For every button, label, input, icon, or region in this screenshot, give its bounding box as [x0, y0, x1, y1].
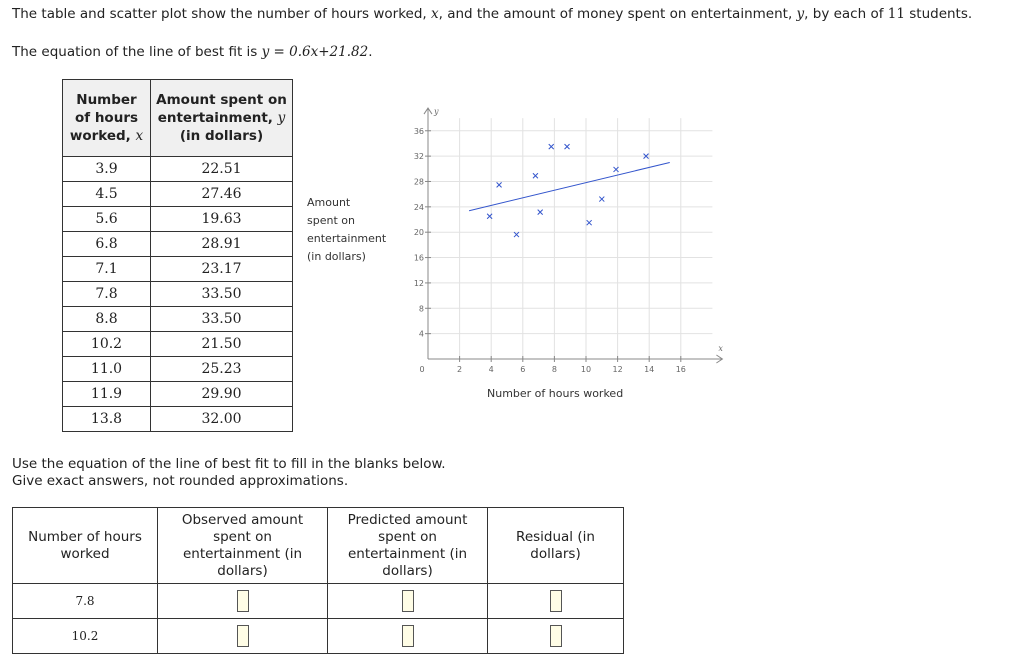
x-tick-label: 12	[612, 365, 623, 374]
instructions: Use the equation of the line of best fit to fill in the blanks below. Give exact answers, not rounded approximations.	[12, 456, 446, 489]
data-point	[587, 220, 592, 225]
hours-cell: 7.8	[63, 282, 151, 307]
answer-header-hours: Number of hours worked	[13, 508, 158, 584]
amount-cell: 32.00	[151, 407, 293, 432]
hours-cell: 5.6	[63, 207, 151, 232]
data-table	[62, 79, 293, 432]
y-axis-label: Amount spent on entertainment (in dollars)	[307, 196, 387, 263]
x-tick-label: 2	[457, 365, 463, 374]
data-point	[514, 232, 519, 237]
data-point	[565, 144, 570, 149]
data-point	[497, 182, 502, 187]
amount-cell: 28.91	[151, 232, 293, 257]
amount-cell: 27.46	[151, 182, 293, 207]
answer-table	[12, 507, 624, 654]
x-tick-label: 14	[644, 365, 655, 374]
table-row	[63, 407, 293, 432]
answer-header-residual: Residual (in dollars)	[488, 508, 624, 584]
table-row	[63, 332, 293, 357]
y-tick-label: 8	[418, 304, 424, 314]
table-row	[63, 207, 293, 232]
table-row	[63, 157, 293, 182]
amount-cell: 19.63	[151, 207, 293, 232]
y-tick-label: 24	[413, 202, 424, 212]
residual-blank-input[interactable]	[550, 590, 562, 612]
amount-cell: 22.51	[151, 157, 293, 182]
hours-cell: 4.5	[63, 182, 151, 207]
x-tick-label: 8	[551, 365, 557, 374]
x-tick-label: 10	[580, 365, 592, 374]
table-row	[63, 282, 293, 307]
data-point	[538, 210, 543, 215]
observed-blank-input[interactable]	[237, 590, 249, 612]
header-amount: Amount spent on entertainment, y (in dollars)	[151, 80, 293, 157]
answer-hours-cell: 10.2	[13, 619, 158, 654]
table-row	[63, 182, 293, 207]
table-row	[63, 257, 293, 282]
data-point	[533, 173, 538, 178]
y-tick-label: 32	[413, 152, 424, 162]
data-point	[599, 197, 604, 202]
predicted-blank-input[interactable]	[402, 625, 414, 647]
answer-header-predicted: Predicted amount spent on entertainment (in dollars)	[328, 508, 488, 584]
data-point	[549, 144, 554, 149]
hours-cell: 11.9	[63, 382, 151, 407]
amount-cell: 33.50	[151, 307, 293, 332]
x-tick-label: 6	[520, 365, 526, 374]
amount-cell: 23.17	[151, 257, 293, 282]
x-tick-label: 16	[675, 365, 686, 374]
observed-blank-input[interactable]	[237, 625, 249, 647]
amount-cell: 21.50	[151, 332, 293, 357]
best-fit-equation: The equation of the line of best fit is y = 0.6x+21.82.	[12, 44, 373, 60]
hours-cell: 10.2	[63, 332, 151, 357]
header-hours: Number of hours worked, x	[63, 80, 151, 157]
table-row	[63, 357, 293, 382]
x-axis-label: Number of hours worked	[487, 387, 624, 400]
answer-header-observed: Observed amount spent on entertainment (in dollars)	[158, 508, 328, 584]
hours-cell: 6.8	[63, 232, 151, 257]
origin-label: 0	[419, 365, 425, 374]
hours-cell: 11.0	[63, 357, 151, 382]
hours-cell: 3.9	[63, 157, 151, 182]
hours-cell: 8.8	[63, 307, 151, 332]
y-tick-label: 4	[418, 329, 424, 339]
answer-row	[13, 584, 624, 619]
table-row	[63, 232, 293, 257]
y-tick-label: 16	[413, 253, 424, 263]
y-tick-label: 12	[413, 278, 424, 288]
answer-hours-cell: 7.8	[13, 584, 158, 619]
best-fit-line	[469, 162, 670, 210]
y-tick-label: 20	[413, 228, 424, 238]
intro-text: The table and scatter plot show the number of hours worked, x, and the amount of money spent on entertainment, y, by each of 11 students.	[12, 6, 973, 22]
hours-cell: 7.1	[63, 257, 151, 282]
table-row	[63, 382, 293, 407]
x-axis-var-label: x	[718, 344, 723, 353]
y-axis-var-label: y	[434, 107, 439, 117]
amount-cell: 25.23	[151, 357, 293, 382]
amount-cell: 33.50	[151, 282, 293, 307]
table-row	[63, 307, 293, 332]
x-tick-label: 4	[488, 365, 494, 374]
hours-cell: 13.8	[63, 407, 151, 432]
predicted-blank-input[interactable]	[402, 590, 414, 612]
residual-blank-input[interactable]	[550, 625, 562, 647]
y-tick-label: 28	[413, 177, 424, 187]
scatter-plot	[400, 107, 723, 380]
y-tick-label: 36	[413, 126, 424, 136]
amount-cell: 29.90	[151, 382, 293, 407]
answer-row	[13, 619, 624, 654]
